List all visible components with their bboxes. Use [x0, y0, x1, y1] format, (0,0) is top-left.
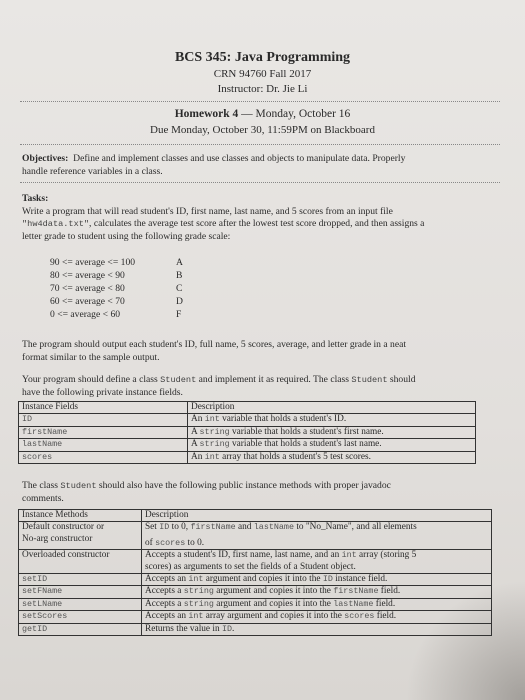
field-desc: A: [191, 426, 200, 437]
output-line-2: format similar to the sample output.: [22, 351, 160, 363]
grade-condition: 80 <= average < 90: [50, 270, 125, 281]
grade-letter: D: [176, 296, 183, 307]
code-ref: ID: [221, 623, 233, 634]
grade-letter: C: [176, 283, 183, 294]
methods-paragraph: [22, 480, 490, 505]
method-desc: array (storing 5: [356, 550, 417, 561]
field-name: firstName: [22, 426, 68, 437]
instance-fields-table: [18, 401, 476, 464]
field-desc: An: [191, 451, 205, 462]
table-row: [19, 439, 476, 451]
method-name: Default constructor or: [22, 522, 105, 533]
field-desc: A: [191, 439, 200, 450]
objectives-section: [22, 153, 490, 178]
field-desc: variable that holds a student's ID.: [219, 414, 347, 425]
methods-line-2: comments.: [22, 492, 64, 504]
method-name: No-arg constructor: [22, 533, 93, 544]
divider: [20, 182, 500, 183]
code-ref: scores: [344, 611, 375, 622]
table-row: [19, 598, 492, 610]
table-header: Instance Fields: [19, 402, 188, 414]
field-name: lastName: [22, 439, 63, 450]
class-name: Student: [351, 375, 388, 385]
method-desc: of: [145, 537, 156, 548]
method-desc: Accepts an: [145, 574, 189, 585]
course-crn: CRN 94760 Fall 2017: [213, 68, 312, 80]
tasks-line-3: letter grade to student using the following grade scale:: [22, 230, 231, 242]
method-desc: field.: [378, 586, 401, 597]
method-desc: Set: [145, 522, 160, 533]
table-header-row: [19, 510, 492, 522]
objectives-text-2: handle reference variables in a class.: [22, 165, 163, 177]
table-row: [19, 426, 476, 438]
define-text: Your program should define a class: [22, 374, 161, 385]
due-date: Due Monday, October 30, 11:59PM on Blackboard: [150, 124, 375, 136]
method-name: setLName: [22, 598, 63, 609]
table-row: [19, 414, 476, 426]
method-desc: to "No_Name", and all elements: [294, 522, 417, 533]
grade-scale-row: [50, 309, 200, 321]
table-header-row: [19, 402, 476, 414]
instructor-name: Instructor: Dr. Jie Li: [217, 83, 308, 95]
grade-condition: 60 <= average < 70: [50, 296, 125, 307]
grade-letter: F: [176, 309, 182, 320]
method-desc: Returns the value in: [145, 623, 222, 634]
table-row: [19, 522, 492, 550]
objectives-label: Objectives:: [22, 153, 69, 164]
code-ref: string: [183, 598, 214, 609]
instance-methods-table: [18, 509, 492, 636]
grade-letter: B: [176, 270, 183, 281]
method-desc: and: [235, 522, 254, 533]
field-name: scores: [22, 451, 53, 462]
method-name: setFName: [22, 586, 63, 597]
course-title: BCS 345: Java Programming: [174, 50, 351, 65]
code-ref: ID: [159, 522, 170, 533]
table-row: [19, 586, 492, 598]
code-ref: string: [183, 586, 214, 597]
method-desc: argument and copies it into the: [203, 574, 323, 585]
class-definition-paragraph: [22, 374, 490, 399]
method-desc: to 0.: [185, 537, 205, 548]
table-row: [19, 611, 492, 623]
method-desc: array argument and copies it into the: [203, 611, 345, 622]
method-desc: Accepts a: [145, 598, 184, 609]
method-name: Overloaded constructor: [19, 550, 142, 574]
homework-number: Homework 4: [174, 108, 239, 120]
objectives-text: Define and implement classes and use classes and objects to manipulate data. Properly: [73, 153, 406, 164]
grade-scale-row: [50, 270, 200, 282]
field-desc: variable that holds a student's last name.: [229, 439, 382, 450]
input-file-name: "hw4data.txt": [22, 219, 90, 230]
field-desc: array that holds a student's 5 test scores.: [219, 451, 371, 462]
grade-letter: A: [176, 257, 183, 268]
grade-scale-row: [50, 283, 200, 295]
method-desc: Accepts an: [145, 611, 189, 622]
divider: [20, 101, 500, 102]
code-ref: lastName: [253, 522, 294, 533]
tasks-line-2: , calculates the average test score after the lowest test score dropped, and then assigns a: [89, 218, 425, 230]
code-ref: int: [341, 550, 357, 561]
method-desc: argument and copies it into the: [213, 586, 334, 597]
method-desc: instance field.: [332, 574, 388, 585]
field-name: ID: [22, 414, 33, 425]
grade-condition: 90 <= average <= 100: [50, 257, 136, 268]
method-desc: argument and copies it into the: [213, 598, 334, 609]
grade-condition: 0 <= average < 60: [50, 309, 121, 320]
tasks-line-1: Write a program that will read student's ID, first name, last name, and 5 scores from an input file: [22, 205, 393, 217]
define-text: should: [387, 374, 416, 385]
table-row: [19, 550, 492, 574]
code-ref: firstName: [333, 586, 379, 597]
table-row: [19, 623, 492, 635]
methods-text: The class: [22, 480, 61, 491]
code-ref: int: [188, 574, 204, 585]
field-desc: An: [191, 414, 205, 425]
code-ref: ID: [322, 574, 333, 585]
grade-condition: 70 <= average < 80: [50, 283, 125, 294]
table-header: Instance Methods: [19, 510, 142, 522]
table-row: [19, 574, 492, 586]
output-paragraph: [22, 339, 490, 364]
method-name: getID: [22, 623, 48, 634]
method-name: setScores: [22, 611, 68, 622]
methods-text: should also have the following public instance methods with proper javadoc: [96, 480, 391, 491]
method-desc: field.: [373, 598, 396, 609]
field-desc: variable that holds a student's first name.: [229, 426, 384, 437]
table-header: Description: [188, 402, 476, 414]
table-row: [19, 451, 476, 463]
code-ref: scores: [155, 537, 186, 548]
code-ref: firstName: [190, 522, 236, 533]
method-desc: Accepts a: [145, 586, 184, 597]
code-ref: int: [188, 611, 204, 622]
method-desc: Accepts a student's ID, first name, last name, and an: [145, 550, 342, 561]
homework-date: — Monday, October 16: [241, 108, 351, 120]
method-desc: .: [232, 623, 235, 634]
homework-title: [0, 108, 525, 120]
grade-scale-row: [50, 296, 200, 308]
field-type: int: [204, 414, 220, 425]
define-line-2: have the following private instance fields.: [22, 386, 183, 398]
method-desc: to 0,: [169, 522, 191, 533]
class-name: Student: [60, 481, 97, 491]
table-header: Description: [142, 510, 492, 522]
tasks-label: Tasks:: [22, 193, 49, 204]
field-type: string: [199, 426, 230, 437]
field-type: int: [204, 451, 220, 462]
method-name: setID: [22, 574, 48, 585]
field-type: string: [199, 439, 230, 450]
method-desc: scores) as arguments to set the fields of a Student object.: [145, 561, 356, 572]
tasks-section: [22, 193, 490, 243]
code-ref: lastName: [333, 598, 374, 609]
grade-scale-row: [50, 257, 200, 269]
class-name: Student: [160, 375, 197, 385]
output-line-1: The program should output each student's ID, full name, 5 scores, average, and letter grade in a neat: [22, 339, 407, 350]
divider: [20, 144, 500, 145]
method-desc: field.: [374, 611, 397, 622]
define-text: and implement it as required. The class: [196, 374, 352, 385]
